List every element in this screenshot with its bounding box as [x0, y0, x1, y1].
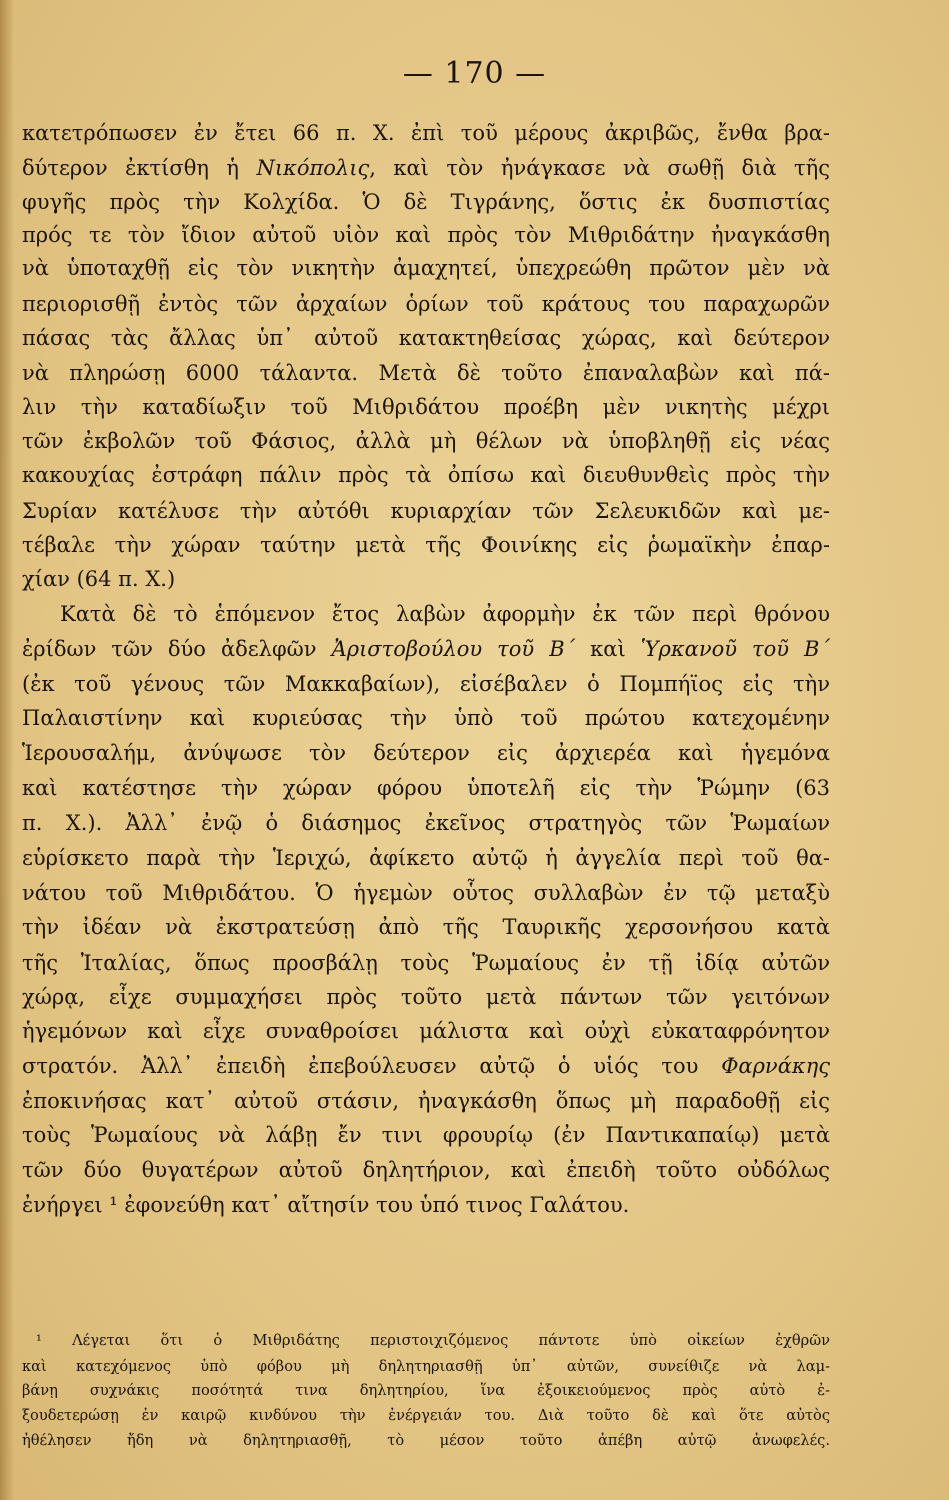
- text-line: πάσας τὰς ἄλλας ὑπ᾽ αὐτοῦ κατακτηθείσας χώρας, καὶ δεύτερον: [22, 326, 830, 350]
- text-line: ἡγεμόνων καὶ εἶχε συναθροίσει μάλιστα καὶ οὐχὶ εὐκαταφρόνητον: [22, 1019, 830, 1043]
- text-line: νάτου τοῦ Μιθριδάτου. Ὁ ἡγεμὼν οὗτος συλλαβὼν ἐν τῷ μεταξὺ: [22, 881, 830, 905]
- text-line: ἐνήργει ¹ ἐφονεύθη κατ᾽ αἴτησίν του ὑπό τινος Γαλάτου.: [22, 1193, 630, 1217]
- text-line: τῶν ἐκβολῶν τοῦ Φάσιος, ἀλλὰ μὴ θέλων νὰ ὑποβληθῇ εἰς νέας: [22, 429, 830, 453]
- text-line: Παλαιστίνην καὶ κυριεύσας τὴν ὑπὸ τοῦ πρώτου κατεχομένην: [22, 706, 830, 730]
- text-line: καὶ κατέστησε τὴν χώραν φόρου ὑποτελῆ εἰς τὴν Ῥώμην (63: [22, 776, 830, 800]
- text-line: χίαν (64 π. Χ.): [22, 567, 176, 591]
- text-line: φυγῆς πρὸς τὴν Κολχίδα. Ὁ δὲ Τιγράνης, ὅστις ἐκ δυσπιστίας: [22, 190, 830, 214]
- page-number: — 170 —: [402, 56, 547, 91]
- text-line: πρός τε τὸν ἴδιον αὐτοῦ υἱὸν καὶ πρὸς τὸν Μιθριδάτην ἠναγκάσθη: [22, 223, 830, 247]
- text-line: ἐρίδων τῶν δύο ἀδελφῶν Ἀριστοβούλου τοῦ Β΄ καὶ Ὑρκανοῦ τοῦ Β΄: [22, 637, 830, 661]
- text-line: τῶν δύο θυγατέρων αὐτοῦ δηλητήριον, καὶ ἐπειδὴ τοῦτο οὐδόλως: [22, 1158, 830, 1182]
- text-line: δύτερον ἐκτίσθη ἡ Νικόπολις, καὶ τὸν ἠνάγκασε νὰ σωθῇ διὰ τῆς: [22, 156, 830, 180]
- text-line: τῆς Ἰταλίας, ὅπως προσβάλῃ τοὺς Ῥωμαίους ἐν τῇ ἰδίᾳ αὐτῶν: [22, 951, 830, 975]
- text-line: (ἐκ τοῦ γένους τῶν Μακκαβαίων), εἰσέβαλεν ὁ Πομπήϊος εἰς τὴν: [22, 672, 830, 696]
- text-line: νὰ πληρώσῃ 6000 τάλαντα. Μετὰ δὲ τοῦτο ἐπαναλαβὼν καὶ πά-: [22, 361, 830, 385]
- text-line: εὑρίσκετο παρὰ τὴν Ἱεριχώ, ἀφίκετο αὐτῷ ἡ ἀγγελία περὶ τοῦ θα-: [22, 846, 830, 870]
- text-line: λιν τὴν καταδίωξιν τοῦ Μιθριδάτου προέβη μὲν νικητὴς μέχρι: [22, 395, 830, 419]
- text-line: νὰ ὑποταχθῇ εἰς τὸν νικητὴν ἀμαχητεί, ὑπεχρεώθη πρῶτον μὲν νὰ: [22, 256, 830, 280]
- text-line: Ἱερουσαλήμ, ἀνύψωσε τὸν δεύτερον εἰς ἀρχιερέα καὶ ἡγεμόνα: [22, 741, 830, 765]
- text-line: περιορισθῇ ἐντὸς τῶν ἀρχαίων ὁρίων τοῦ κράτους του παραχωρῶν: [22, 292, 830, 316]
- footnote-line: ἠθέλησεν ἤδη νὰ δηλητηριασθῇ, τὸ μέσον τοῦτο ἀπέβη αὐτῷ ἀνωφελές.: [22, 1432, 830, 1449]
- footnote-line: καὶ κατεχόμενος ὑπὸ φόβου μὴ δηλητηριασθῇ ὑπ᾽ αὐτῶν, συνείθιζε νὰ λαμ-: [22, 1358, 830, 1375]
- footnote-line: ¹ Λέγεται ὅτι ὁ Μιθριδάτης περιστοιχιζόμενος πάντοτε ὑπὸ οἰκείων ἐχθρῶν: [36, 1332, 830, 1349]
- text-line: Συρίαν κατέλυσε τὴν αὐτόθι κυριαρχίαν τῶν Σελευκιδῶν καὶ με-: [22, 499, 830, 523]
- page-edge-shadow: [0, 0, 14, 1500]
- text-line: π. Χ.). Ἀλλ᾽ ἐνῷ ὁ διάσημος ἐκεῖνος στρατηγὸς τῶν Ῥωμαίων: [22, 811, 830, 835]
- text-line: χώρᾳ, εἶχε συμμαχήσει πρὸς τοῦτο μετὰ πάντων τῶν γειτόνων: [22, 985, 830, 1009]
- text-line: κατετρόπωσεν ἐν ἔτει 66 π. Χ. ἐπὶ τοῦ μέρους ἀκριβῶς, ἔνθα βρα-: [22, 121, 830, 145]
- text-line: ἐποκινήσας κατ᾽ αὐτοῦ στάσιν, ἠναγκάσθη ὅπως μὴ παραδοθῇ εἰς: [22, 1089, 830, 1113]
- text-line: τὴν ἰδέαν νὰ ἐκστρατεύσῃ ἀπὸ τῆς Ταυρικῆς χερσονήσου κατὰ: [22, 915, 830, 939]
- text-line: τοὺς Ῥωμαίους νὰ λάβῃ ἔν τινι φρουρίῳ (ἐν Παντικαπαίῳ) μετὰ: [22, 1123, 830, 1147]
- text-line: Κατὰ δὲ τὸ ἑπόμενον ἔτος λαβὼν ἀφορμὴν ἐκ τῶν περὶ θρόνου: [60, 602, 830, 626]
- footnote-line: ξουδετερώσῃ ἐν καιρῷ κινδύνου τὴν ἐνέργειάν του. Διὰ τοῦτο δὲ καὶ ὅτε αὐτὸς: [22, 1407, 830, 1424]
- text-line: κακουχίας ἐστράφη πάλιν πρὸς τὰ ὀπίσω καὶ διευθυνθεὶς πρὸς τὴν: [22, 463, 830, 487]
- text-line: στρατόν. Ἀλλ᾽ ἐπειδὴ ἐπεβούλευσεν αὐτῷ ὁ υἱός του Φαρνάκης: [22, 1054, 830, 1078]
- footnote-line: βάνῃ συχνάκις ποσότητά τινα δηλητηρίου, ἵνα ἐξοικειούμενος πρὸς αὐτὸ ἐ-: [22, 1382, 830, 1399]
- text-line: τέβαλε τὴν χώραν ταύτην μετὰ τῆς Φοινίκης εἰς ῥωμαϊκὴν ἐπαρ-: [22, 533, 830, 557]
